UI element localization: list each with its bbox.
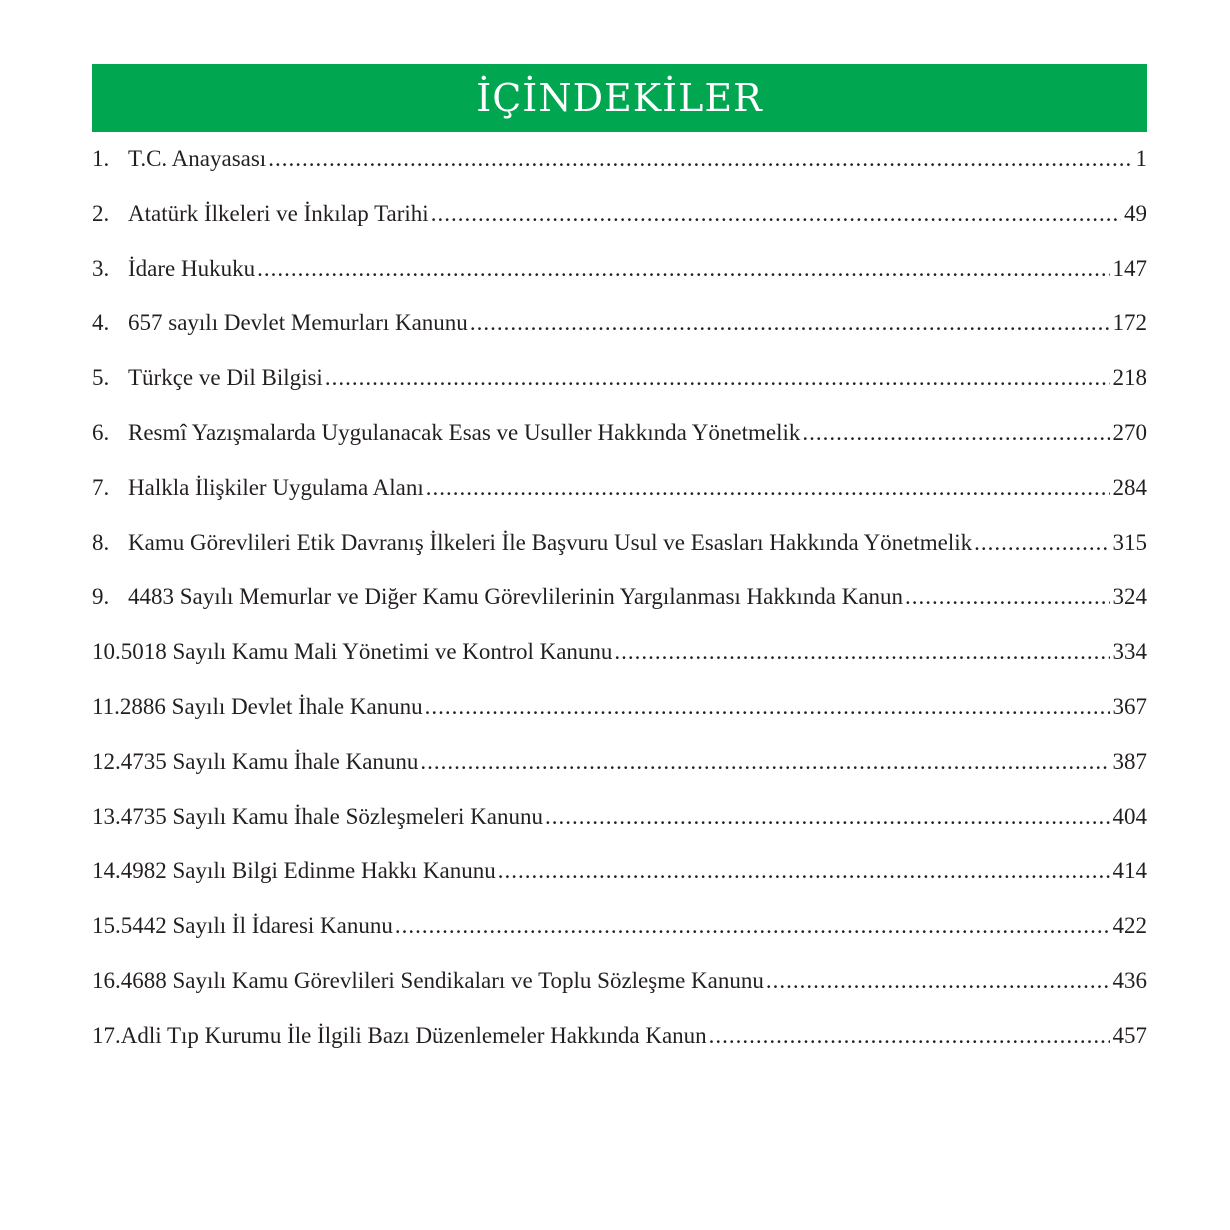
- toc-entry-page-number: 1: [1135, 146, 1147, 171]
- toc-entry[interactable]: [92, 365, 1147, 420]
- page-title: İÇİNDEKİLER: [476, 76, 763, 120]
- toc-entry-page-number: 324: [1112, 584, 1147, 610]
- toc-entry-title: T.C. Anayasası: [128, 146, 267, 171]
- toc-dot-leader: [268, 146, 1132, 172]
- toc-entry-page-number: 218: [1112, 365, 1147, 391]
- toc-entry-page-number: 457: [1112, 1022, 1147, 1048]
- toc-entry-title: Türkçe ve Dil Bilgisi: [128, 365, 323, 391]
- toc-entry-page-number: 404: [1112, 803, 1147, 829]
- toc-entry-title: 657 sayılı Devlet Memurları Kanunu: [128, 310, 468, 336]
- toc-entry-number: 5.: [92, 365, 110, 391]
- toc-dot-leader: [420, 749, 1109, 775]
- toc-entry-title: 4688 Sayılı Kamu Görevlileri Sendikaları ve Toplu Sözleşme Kanunu: [120, 967, 764, 993]
- toc-entry-title: 5442 Sayılı İl İdaresi Kanunu: [120, 913, 393, 939]
- toc-entry[interactable]: [92, 530, 1147, 585]
- toc-dot-leader: [905, 584, 1109, 610]
- toc-dot-leader: [257, 256, 1109, 282]
- toc-entry-number: 2.: [92, 200, 110, 226]
- toc-entry-number: 16.: [92, 967, 121, 993]
- toc-entry-number: 8.: [92, 529, 110, 555]
- toc-dot-leader: [498, 858, 1110, 884]
- toc-entry-page-number: 414: [1112, 858, 1147, 884]
- toc-entry-title: Resmî Yazışmalarda Uygulanacak Esas ve Usuller Hakkında Yönetmelik: [128, 419, 801, 445]
- toc-entry[interactable]: [92, 256, 1147, 311]
- toc-entry-title: 4483 Sayılı Memurlar ve Diğer Kamu Görevlilerinin Yargılanması Hakkında Kanun: [128, 584, 904, 610]
- toc-entry[interactable]: [92, 420, 1147, 475]
- toc-entry-title: Halkla İlişkiler Uygulama Alanı: [128, 474, 424, 500]
- toc-entry-title: 4735 Sayılı Kamu İhale Sözleşmeleri Kanunu: [120, 803, 543, 829]
- toc-entry-title: 2886 Sayılı Devlet İhale Kanunu: [119, 693, 423, 719]
- toc-entry[interactable]: [92, 475, 1147, 530]
- toc-entry[interactable]: [92, 1023, 1147, 1078]
- toc-entry[interactable]: [92, 749, 1147, 804]
- toc-dot-leader: [766, 968, 1110, 994]
- toc-dot-leader: [709, 1023, 1110, 1049]
- toc-entry-page-number: 334: [1112, 639, 1147, 665]
- toc-entry[interactable]: [92, 804, 1147, 859]
- toc-entry[interactable]: [92, 584, 1147, 639]
- toc-entry-number: 7.: [92, 474, 110, 500]
- toc-entry[interactable]: [92, 913, 1147, 968]
- toc-entry[interactable]: [92, 858, 1147, 913]
- toc-entry-page-number: 436: [1112, 967, 1147, 993]
- toc-entry-number: 4.: [92, 310, 110, 336]
- toc-dot-leader: [470, 310, 1110, 336]
- toc-entry-number: 15.: [92, 913, 121, 939]
- header-banner: [92, 64, 1147, 132]
- toc-entry-title: 5018 Sayılı Kamu Mali Yönetimi ve Kontrol Kanunu: [120, 639, 613, 665]
- toc-entry[interactable]: [92, 310, 1147, 365]
- toc-dot-leader: [802, 420, 1109, 446]
- toc-entry-title: Kamu Görevlileri Etik Davranış İlkeleri İle Başvuru Usul ve Esasları Hakkında Yönetmelik: [128, 529, 973, 555]
- toc-entry-title: Atatürk İlkeleri ve İnkılap Tarihi: [128, 200, 429, 226]
- toc-entry-number: 1.: [92, 146, 110, 171]
- toc-entry-number: 11.: [92, 693, 120, 719]
- toc-dot-leader: [974, 530, 1109, 556]
- toc-entry-title: 4982 Sayılı Bilgi Edinme Hakkı Kanunu: [120, 858, 496, 884]
- toc-entry-page-number: 387: [1112, 748, 1147, 774]
- toc-entry-number: 12.: [92, 748, 121, 774]
- toc-entry[interactable]: [92, 968, 1147, 1023]
- toc-dot-leader: [325, 365, 1110, 391]
- toc-entry-number: 17.: [92, 1022, 121, 1048]
- toc-entry-page-number: 49: [1124, 200, 1147, 226]
- toc-entry-number: 9.: [92, 584, 110, 610]
- toc-entry[interactable]: [92, 146, 1147, 201]
- toc-dot-leader: [426, 475, 1110, 501]
- toc-entry-page-number: 270: [1112, 419, 1147, 445]
- toc-entry-number: 13.: [92, 803, 121, 829]
- toc-entry-page-number: 147: [1112, 255, 1147, 281]
- toc-entry-page-number: 367: [1112, 693, 1147, 719]
- toc-dot-leader: [614, 639, 1109, 665]
- table-of-contents: [92, 146, 1147, 1078]
- toc-entry-title: İdare Hukuku: [128, 255, 256, 281]
- toc-entry-number: 6.: [92, 419, 110, 445]
- toc-entry-title: Adli Tıp Kurumu İle İlgili Bazı Düzenlemeler Hakkında Kanun: [120, 1022, 707, 1048]
- toc-dot-leader: [395, 913, 1110, 939]
- toc-entry-page-number: 315: [1112, 529, 1147, 555]
- toc-entry-page-number: 284: [1112, 474, 1147, 500]
- toc-dot-leader: [545, 804, 1110, 830]
- toc-entry-number: 14.: [92, 858, 121, 884]
- toc-entry-page-number: 422: [1112, 913, 1147, 939]
- toc-entry[interactable]: [92, 694, 1147, 749]
- toc-entry[interactable]: [92, 639, 1147, 694]
- toc-entry-page-number: 172: [1112, 310, 1147, 336]
- toc-entry[interactable]: [92, 201, 1147, 256]
- toc-dot-leader: [431, 201, 1121, 227]
- toc-entry-number: 10.: [92, 639, 121, 665]
- toc-entry-number: 3.: [92, 255, 110, 281]
- toc-entry-title: 4735 Sayılı Kamu İhale Kanunu: [120, 748, 419, 774]
- toc-dot-leader: [425, 694, 1110, 720]
